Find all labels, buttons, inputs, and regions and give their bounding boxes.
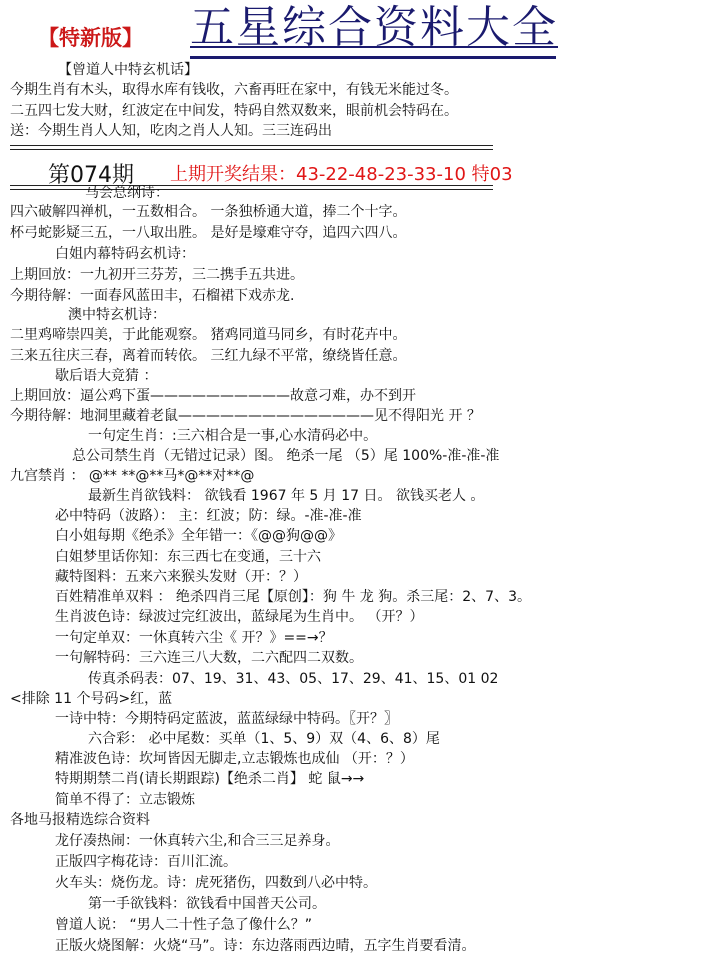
content-line: 正版火烧图解：火烧“马”。诗：东边落雨西边晴，五字生肖要看清。 — [55, 938, 476, 954]
content-line: 马会总纲诗： — [85, 185, 169, 201]
content-line: 上期回放：一九初开三芬芳，三二携手五共进。 — [10, 267, 304, 283]
content-line: 曾道人说： “男人二十性子急了像什么？” — [55, 917, 312, 933]
content-line: 白小姐每期《绝杀》全年错一：《@@狗@@》 — [55, 528, 342, 544]
content-line: 总公司禁生肖（无错过记录）图。 绝杀一尾 （5）尾 100%-准-准-准 — [72, 448, 500, 464]
content-line: 正版四字梅花诗：百川汇流。 — [55, 854, 237, 870]
content-line: 生肖波色诗：绿波过完红波出，蓝绿尾为生肖中。 （开？） — [55, 609, 424, 625]
issue-number: 第074期 — [48, 163, 134, 188]
content-line: 百姓精准单双料 ： 绝杀四肖三尾【原创】：狗 牛 龙 狗。杀三尾：2、7、3。 — [55, 589, 531, 605]
content-line: 六合彩： 必中尾数：买单（1、5、9）双（4、6、8）尾 — [88, 731, 440, 747]
content-line: 上期回放：逼公鸡下蛋——————————故意刁难，办不到开 — [10, 388, 416, 404]
content-line: 一诗中特：今期特码定蓝波，蓝蓝绿绿中特码。〖开？〗 — [55, 711, 398, 727]
content-line: 歇后语大竞猜 ： — [55, 368, 158, 384]
content-line: 一句定生肖：:三六相合是一事,心水清码必中。 — [88, 428, 378, 444]
content-line: 澳中特玄机诗： — [68, 307, 166, 323]
special-edition-badge: 【特新版】 — [38, 25, 143, 50]
intro-line: 今期生肖有木头，取得水库有钱收，六畜再旺在家中，有钱无米能过冬。 — [10, 82, 458, 98]
content-line: 二里鸡啼崇四美，于此能观察。 猪鸡同道马同乡，有时花卉中。 — [10, 327, 407, 343]
content-line: 各地马报精选综合资料 — [10, 812, 150, 828]
content-line: 精准波色诗：坎坷皆因无脚走,立志锻炼也成仙 （开：？） — [55, 751, 414, 767]
double-rule-divider — [10, 185, 493, 190]
content-line: 必中特码（波路）： 主：红波；防：绿。-准-准-准 — [55, 508, 362, 524]
intro-line: 二五四七发大财，红波定在中间发，特码自然双数来，眼前机会特码在。 — [10, 103, 458, 119]
content-line: 今期待解：地洞里藏着老鼠——————————————见不得阳光 开 ？ — [10, 408, 481, 424]
intro-line: 送：今期生肖人人知，吃肉之肖人人知。三三连码出 — [10, 123, 332, 139]
content-line: 火车头：烧伤龙。诗：虎死猪伤，四数到八必中特。 — [55, 875, 377, 891]
content-line: <排除 11 个号码>红，蓝 — [10, 691, 173, 707]
content-line: 简单不得了：立志锻炼 — [55, 792, 195, 808]
intro-heading: 【曾道人中特玄机话】 — [58, 62, 198, 78]
content-line: 传真杀码表：07、19、31、43、05、17、29、41、15、01 02 — [88, 671, 499, 687]
double-rule-divider — [10, 145, 493, 150]
last-draw-result: 上期开奖结果：43-22-48-23-33-10 特03 — [170, 164, 513, 185]
content-line: 第一手欲钱料：欲钱看中国普天公司。 — [88, 896, 326, 912]
content-line: 一句定单双：一休真转六尘《 开？》==→？ — [55, 630, 333, 646]
content-line: 藏特图料：五来六来猴头发财（开：？） — [55, 569, 307, 585]
content-line: 特期期禁二肖(请长期跟踪)【绝杀二肖】 蛇 鼠→→ — [55, 771, 365, 787]
content-line: 龙仔凑热闹：一休真转六尘,和合三三足养身。 — [55, 833, 340, 849]
content-line: 一句解特码：三六连三八大数，二六配四二双数。 — [55, 650, 363, 666]
content-line: 白姐内幕特码玄机诗： — [55, 246, 195, 262]
content-line: 四六破解四禅机，一五数相合。 一条独桥通大道，捧二个十字。 — [10, 204, 407, 220]
page-title: 五星综合资料大全 — [190, 2, 558, 53]
content-line: 最新生肖欲钱料： 欲钱看 1967 年 5 月 17 日。 欲钱买老人 。 — [88, 488, 485, 504]
content-line: 九宫禁肖 ： @** **@**马*@**对**@ — [10, 468, 255, 484]
title-underline-divider — [190, 56, 556, 59]
content-line: 今期待解：一面春风蓝田丰，石榴裙下戏赤龙. — [10, 288, 295, 304]
content-line: 杯弓蛇影疑三五，一八取出胜。 是好是壕难守夺，追四六四八。 — [10, 225, 407, 241]
content-line: 三来五往庆三春，离着而转依。 三红九绿不平常，缭绕皆任意。 — [10, 348, 407, 364]
content-line: 白姐梦里话你知：东三西七在变通，三十六 — [55, 549, 321, 565]
